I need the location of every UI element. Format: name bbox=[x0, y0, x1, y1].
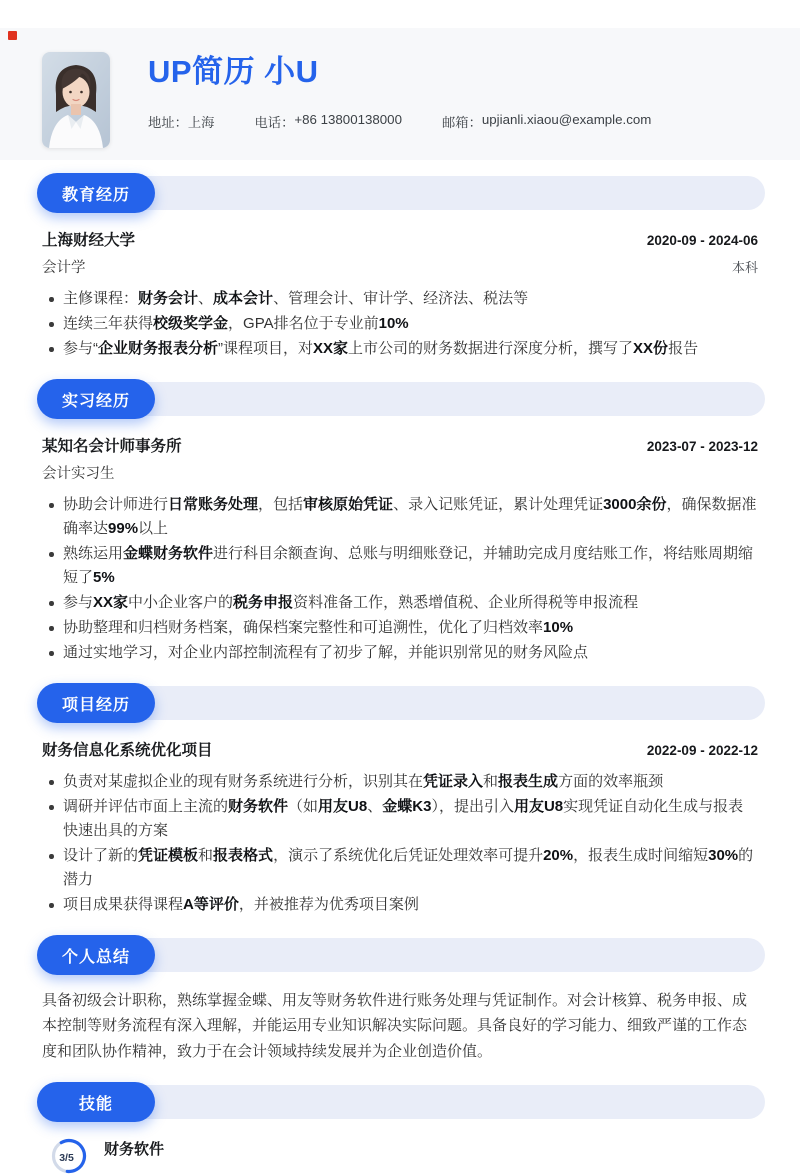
section-summary bbox=[0, 938, 800, 1064]
education-body bbox=[0, 228, 800, 361]
bullet-item: 协助会计师进行日常账务处理，包括审核原始凭证、录入记账凭证，累计处理凭证3000余份，确保数据准确率达99%以上 bbox=[42, 493, 758, 541]
internship-date: 2023-07 - 2023-12 bbox=[646, 439, 758, 454]
internship-bullets bbox=[42, 493, 758, 665]
contact-phone bbox=[254, 112, 402, 131]
project-date: 2022-09 - 2022-12 bbox=[646, 743, 758, 758]
section-pill-summary: 个人总结 bbox=[37, 935, 155, 975]
section-project bbox=[0, 686, 800, 917]
top-left-red-mark bbox=[8, 31, 17, 40]
header-info bbox=[148, 52, 651, 131]
profile-photo-illustration bbox=[42, 52, 110, 148]
contact-email bbox=[442, 112, 651, 131]
section-bar-internship bbox=[37, 382, 765, 416]
project-bullets bbox=[42, 770, 758, 917]
internship-entry-sub bbox=[42, 462, 758, 483]
skill-level-text: 3/5 bbox=[59, 1152, 74, 1165]
skill-item-financial-software bbox=[42, 1137, 758, 1175]
skill-name: 财务软件 bbox=[104, 1141, 165, 1159]
education-major: 会计学 bbox=[42, 260, 86, 276]
education-entry-sub bbox=[42, 256, 758, 277]
section-skills bbox=[0, 1085, 800, 1175]
bullet-item: 负责对某虚拟企业的现有财务系统进行分析，识别其在凭证录入和报表生成方面的效率瓶颈 bbox=[42, 770, 758, 794]
summary-text: 具备初级会计职称，熟练掌握金蝶、用友等财务软件进行账务处理与凭证制作。对会计核算、税务申报、成本控制等财务流程有深入理解，并能运用专业知识解决实际问题。具备良好的学习能力、细致严谨的工作态度和团队协作精神，致力于在会计领域持续发展并为企业创造价值。 bbox=[42, 992, 748, 1060]
section-pill-internship: 实习经历 bbox=[37, 379, 155, 419]
contact-row bbox=[148, 112, 651, 131]
contact-email-value: upjianli.xiaou@example.com bbox=[481, 112, 652, 127]
bullet-item: 调研并评估市面上主流的财务软件（如用友U8、金蝶K3），提出引入用友U8实现凭证自动化生成与报表快速出具的方案 bbox=[42, 795, 758, 843]
project-entry-head bbox=[42, 738, 758, 760]
skills-body bbox=[0, 1137, 800, 1175]
summary-body bbox=[0, 988, 800, 1064]
bullet-item: 通过实地学习，对企业内部控制流程有了初步了解，并能识别常见的财务风险点 bbox=[42, 641, 758, 665]
project-body bbox=[0, 738, 800, 917]
resume-header bbox=[0, 28, 800, 160]
school-name: 上海财经大学 bbox=[42, 232, 136, 249]
contact-email-label: 邮箱： bbox=[441, 115, 482, 130]
contact-phone-value: +86 13800138000 bbox=[294, 112, 402, 127]
section-education bbox=[0, 176, 800, 361]
contact-address-label: 地址： bbox=[148, 115, 188, 130]
internship-entry-head bbox=[42, 434, 758, 456]
candidate-name: UP简历 小U bbox=[148, 54, 319, 89]
profile-photo bbox=[42, 52, 110, 148]
section-pill-project: 项目经历 bbox=[37, 683, 155, 723]
internship-body bbox=[0, 434, 800, 665]
skill-progress-ring bbox=[50, 1137, 88, 1175]
project-name: 财务信息化系统优化项目 bbox=[42, 742, 213, 759]
bullet-item: 主修课程：财务会计、成本会计、管理会计、审计学、经济法、税法等 bbox=[42, 287, 758, 311]
bullet-item: 设计了新的凭证模板和报表格式，演示了系统优化后凭证处理效率可提升20%，报表生成时间缩短30%的潜力 bbox=[42, 844, 758, 892]
section-pill-skills: 技能 bbox=[37, 1082, 155, 1122]
section-internship bbox=[0, 382, 800, 665]
education-date: 2020-09 - 2024-06 bbox=[646, 233, 758, 248]
bullet-item: 参与XX家中小企业客户的税务申报资料准备工作，熟悉增值税、企业所得税等申报流程 bbox=[42, 591, 758, 615]
bullet-item: 熟练运用金蝶财务软件进行科目余额查询、总账与明细账登记，并辅助完成月度结账工作，将结账周期缩短了5% bbox=[42, 542, 758, 590]
section-bar-skills bbox=[37, 1085, 765, 1119]
section-pill-education: 教育经历 bbox=[37, 173, 155, 213]
bullet-item: 项目成果获得课程A等评价，并被推荐为优秀项目案例 bbox=[42, 893, 758, 917]
contact-address bbox=[148, 112, 214, 131]
section-bar-summary bbox=[37, 938, 765, 972]
contact-address-value: 上海 bbox=[187, 115, 215, 130]
internship-role: 会计实习生 bbox=[42, 466, 115, 482]
section-bar-education bbox=[37, 176, 765, 210]
education-bullets bbox=[42, 287, 758, 361]
bullet-item: 连续三年获得校级奖学金，GPA排名位于专业前10% bbox=[42, 312, 758, 336]
bullet-item: 参与“企业财务报表分析”课程项目，对XX家上市公司的财务数据进行深度分析，撰写了XX份报告 bbox=[42, 337, 758, 361]
education-entry-head bbox=[42, 228, 758, 250]
education-degree: 本科 bbox=[731, 260, 758, 275]
bullet-item: 协助整理和归档财务档案，确保档案完整性和可追溯性，优化了归档效率10% bbox=[42, 616, 758, 640]
company-name: 某知名会计师事务所 bbox=[42, 438, 182, 455]
section-bar-project bbox=[37, 686, 765, 720]
contact-phone-label: 电话： bbox=[254, 115, 295, 130]
